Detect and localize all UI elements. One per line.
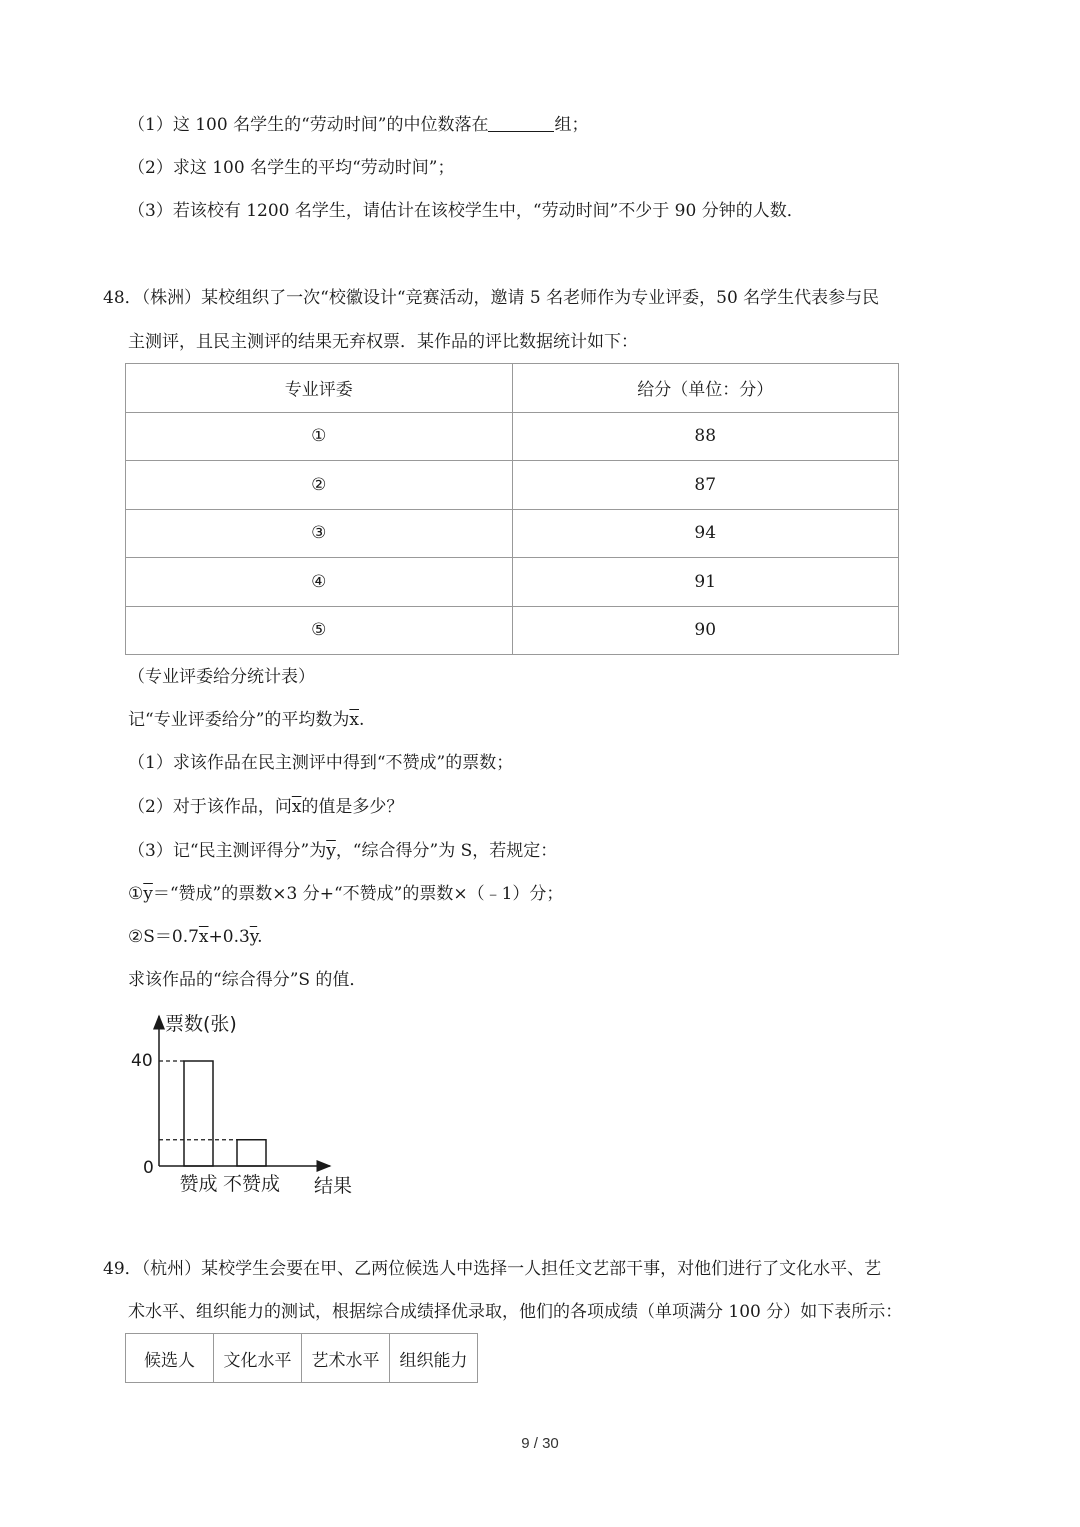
table-cell: 90 [512, 606, 899, 655]
table-header-row [126, 1334, 478, 1383]
table-row [126, 558, 899, 607]
x-axis-label: 结果 [314, 1175, 353, 1197]
y-tick-label: 0 [143, 1158, 154, 1178]
x-bar-symbol: $\overline{x}$ [291, 797, 302, 817]
q48-stem-line2: 主测评，且民主测评的结果无弃权票．某作品的评比数据统计如下： [128, 332, 638, 352]
table-header-cell: 给分（单位：分） [512, 364, 899, 413]
table-cell: 91 [512, 558, 899, 607]
y-axis-label: 票数(张) [165, 1013, 237, 1035]
table-header-cell: 候选人 [126, 1334, 214, 1383]
q47-part2: （2）求这 100 名学生的平均“劳动时间”； [128, 158, 455, 178]
q48-part2: （2）对于该作品，问$\overline{x}$的值是多少？ [128, 797, 404, 817]
q48-stem-line1: 48．（株洲）某校组织了一次“校徽设计“竞赛活动，邀请 5 名老师作为专业评委，50 名学生代表参与民 [103, 288, 880, 308]
table-row [126, 509, 899, 558]
y-tick-label: 40 [131, 1051, 153, 1071]
category-label: 不赞成 [222, 1173, 281, 1195]
q48-part3: （3）记“民主测评得分”为$\overline{y}$，“综合得分”为 S，若规定： [128, 841, 558, 861]
q49-stem-line1: 49．（杭州）某校学生会要在甲、乙两位候选人中选择一人担任文艺部干事，对他们进行了文化水平、艺 [103, 1259, 882, 1279]
table-header-cell: 组织能力 [390, 1334, 478, 1383]
q48-note: 记“专业评委给分”的平均数为$\overline{x}$. [128, 710, 365, 730]
table-row [126, 412, 899, 461]
answer-blank [488, 115, 554, 132]
q49-stem-line2: 术水平、组织能力的测试，根据综合成绩择优录取，他们的各项成绩（单项满分 100 分）如下表所示： [128, 1302, 903, 1322]
table-header-cell: 艺术水平 [302, 1334, 390, 1383]
y-bar-symbol: $\overline{y}$ [326, 841, 336, 861]
x-bar-symbol: $\overline{x}$ [198, 927, 209, 947]
table-header-cell: 文化水平 [214, 1334, 302, 1383]
table-cell: 87 [512, 461, 899, 510]
bar-1 [184, 1061, 213, 1166]
judge-score-table [125, 363, 899, 655]
table-row [126, 461, 899, 510]
x-bar-symbol: $\overline{x}$ [349, 710, 359, 730]
q47-part3: （3）若该校有 1200 名学生，请估计在该校学生中，“劳动时间”不少于 90 分钟的人数． [128, 201, 804, 221]
y-bar-symbol: $\overline{y}$ [143, 884, 153, 904]
table-cell: 88 [512, 412, 899, 461]
table-cell: 94 [512, 509, 899, 558]
table-cell: ④ [126, 558, 513, 607]
table-caption: （专业评委给分统计表） [128, 667, 315, 687]
vote-bar-chart [130, 1008, 370, 1198]
table-header-row [126, 364, 899, 413]
table-cell: ⑤ [126, 606, 513, 655]
table-cell: ② [126, 461, 513, 510]
table-cell: ③ [126, 509, 513, 558]
q48-question: 求该作品的“综合得分”S 的值． [128, 970, 367, 990]
table-cell: ① [126, 412, 513, 461]
q48-rule2: $②S=0.7\overline{x}+0.3\overline{y}$. [128, 927, 263, 947]
candidate-score-table [125, 1333, 478, 1383]
table-row [126, 606, 899, 655]
table-header-cell: 专业评委 [126, 364, 513, 413]
q47-part1: （1）这 100 名学生的“劳动时间”的中位数落在 组； [128, 115, 589, 135]
q48-rule1: $①\overline{y}=“$赞成”的票数×3 分+“不赞成”的票数×（﹣1）分； [128, 884, 564, 904]
y-bar-symbol: $\overline{y}$ [249, 927, 258, 947]
category-label: 赞成 [179, 1173, 218, 1195]
bar-2 [237, 1140, 266, 1166]
page-number: 9 / 30 [521, 1435, 559, 1452]
q48-part1: （1）求该作品在民主测评中得到“不赞成”的票数； [128, 753, 514, 773]
